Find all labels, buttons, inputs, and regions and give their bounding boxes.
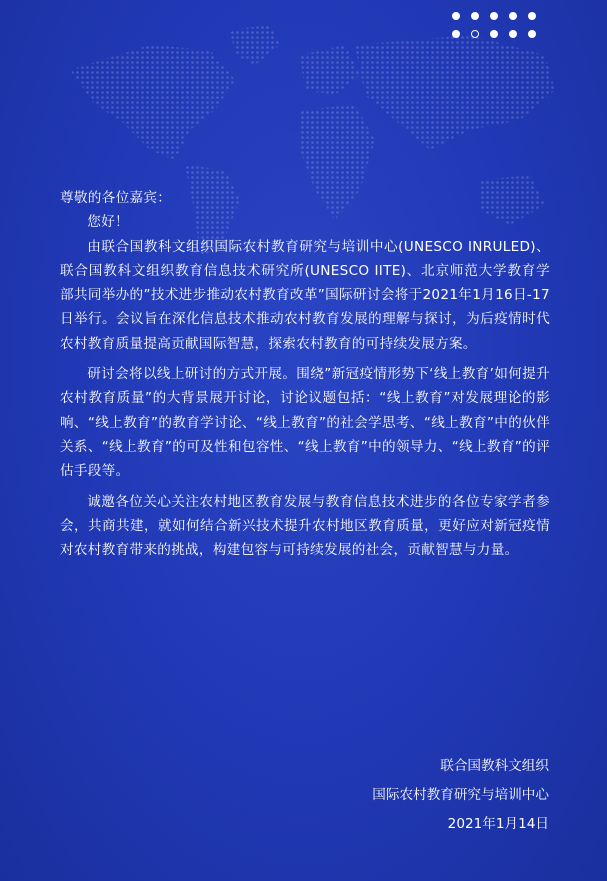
dot [452, 30, 460, 38]
signature-block [372, 752, 549, 839]
dot [490, 12, 498, 20]
greeting: 您好！ [87, 214, 129, 231]
dot [452, 12, 460, 20]
signature-center: 国际农村教育研究与培训中心 [372, 787, 549, 803]
dot [528, 30, 536, 38]
dot [490, 30, 498, 38]
paragraph-intro: 由联合国教科文组织国际农村教育研究与培训中心(UNESCO INRULED)、联合国教科文组织教育信息技术研究所(UNESCO IITE)、北京师范大学教育学部共同举办的”技术进步推动农村教育改革”国际研讨会将于2021年1月16日-17日举行。会议旨在深化信息技术推动农村教育发展的理解与探讨，为后疫情时代农村教育质量提高贡献国际智慧，探索农村教育的可持续发展方案。 [60, 238, 550, 352]
ring-dot [471, 30, 479, 38]
dot [509, 12, 517, 20]
invitation-letter [60, 186, 550, 568]
paragraph-format: 研讨会将以线上研讨的方式开展。围绕”新冠疫情形势下‘线上教育’如何提升农村教育质量”的大背景展开讨论，讨论议题包括：“线上教育”对发展理论的影响、“线上教育”的教育学讨论、“线上教育”的社会学思考、“线上教育”中的伙伴关系、“线上教育”的可及性和包容性、“线上教育”中的领导力、“线上教育”的评估手段等。 [60, 366, 550, 480]
signature-date: 2021年1月14日 [447, 816, 549, 832]
dots-pattern-icon [452, 12, 552, 38]
dot [509, 30, 517, 38]
dot [528, 12, 536, 20]
signature-org: 联合国教科文组织 [440, 758, 549, 774]
salutation: 尊敬的各位嘉宾： [60, 190, 172, 206]
paragraph-invitation: 诚邀各位关心关注农村地区教育发展与教育信息技术进步的各位专家学者参会，共商共建，就如何结合新兴技术提升农村地区教育质量，更好应对新冠疫情对农村教育带来的挑战，构建包容与可持续发展的社会，贡献智慧与力量。 [60, 493, 550, 559]
dot [471, 12, 479, 20]
